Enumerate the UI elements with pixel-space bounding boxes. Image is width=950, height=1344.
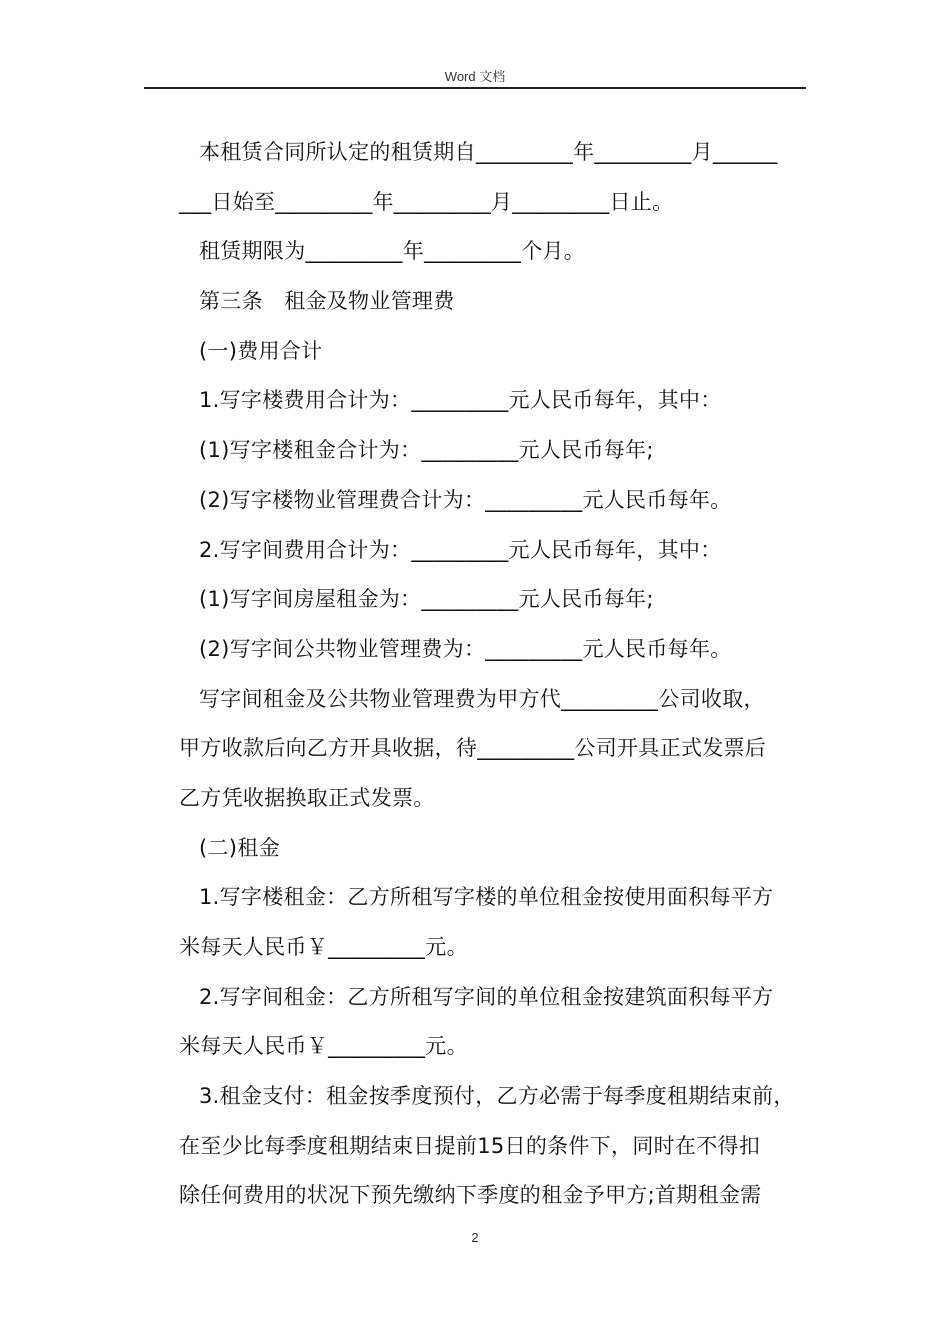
paragraph-line: 写字间租金及公共物业管理费为甲方代_________公司收取， <box>199 686 765 711</box>
paragraph-line: (二)租金 <box>199 835 280 860</box>
paragraph-line: ___日始至_________年_________月_________日止。 <box>179 189 674 214</box>
paragraph-line: 米每天人民币￥_________元。 <box>179 1034 468 1059</box>
paragraph-line: 2.写字间租金：乙方所租写字间的单位租金按建筑面积每平方 <box>199 984 774 1009</box>
paragraph-line: 在至少比每季度租期结束日提前15日的条件下，同时在不得扣 <box>179 1133 761 1158</box>
page-header-title: Word 文档 <box>444 69 506 84</box>
paragraph-line: 1.写字楼租金：乙方所租写字楼的单位租金按使用面积每平方 <box>199 885 774 910</box>
paragraph-line: 乙方凭收据换取正式发票。 <box>179 785 435 810</box>
paragraph-line: (1)写字楼租金合计为：_________元人民币每年; <box>199 438 654 463</box>
paragraph-line: 本租赁合同所认定的租赁期自_________年_________月______ <box>199 140 778 164</box>
page-number: 2 <box>471 1230 479 1245</box>
paragraph-line: 除任何费用的状况下预先缴纳下季度的租金予甲方;首期租金需 <box>179 1183 762 1208</box>
paragraph-line: (一)费用合计 <box>199 338 323 363</box>
document-body <box>179 128 809 1221</box>
paragraph-line: 1.写字楼费用合计为：_________元人民币每年，其中： <box>199 388 722 413</box>
paragraph-line: (2)写字楼物业管理费合计为：_________元人民币每年。 <box>199 487 732 512</box>
paragraph-line: 米每天人民币￥_________元。 <box>179 935 468 959</box>
paragraph-line: 租赁期限为_________年_________个月。 <box>199 239 586 264</box>
paragraph-line: (1)写字间房屋租金为：_________元人民币每年; <box>199 587 654 612</box>
header-divider <box>144 87 806 89</box>
paragraph-line: 第三条 租金及物业管理费 <box>199 289 455 314</box>
paragraph-line: 2.写字间费用合计为：_________元人民币每年，其中： <box>199 537 722 562</box>
paragraph-line: 3.租金支付：租金按季度预付，乙方必需于每季度租期结束前， <box>199 1084 795 1109</box>
paragraph-line: (2)写字间公共物业管理费为：_________元人民币每年。 <box>199 636 732 661</box>
paragraph-line: 甲方收款后向乙方开具收据，待_________公司开具正式发票后 <box>179 736 767 761</box>
